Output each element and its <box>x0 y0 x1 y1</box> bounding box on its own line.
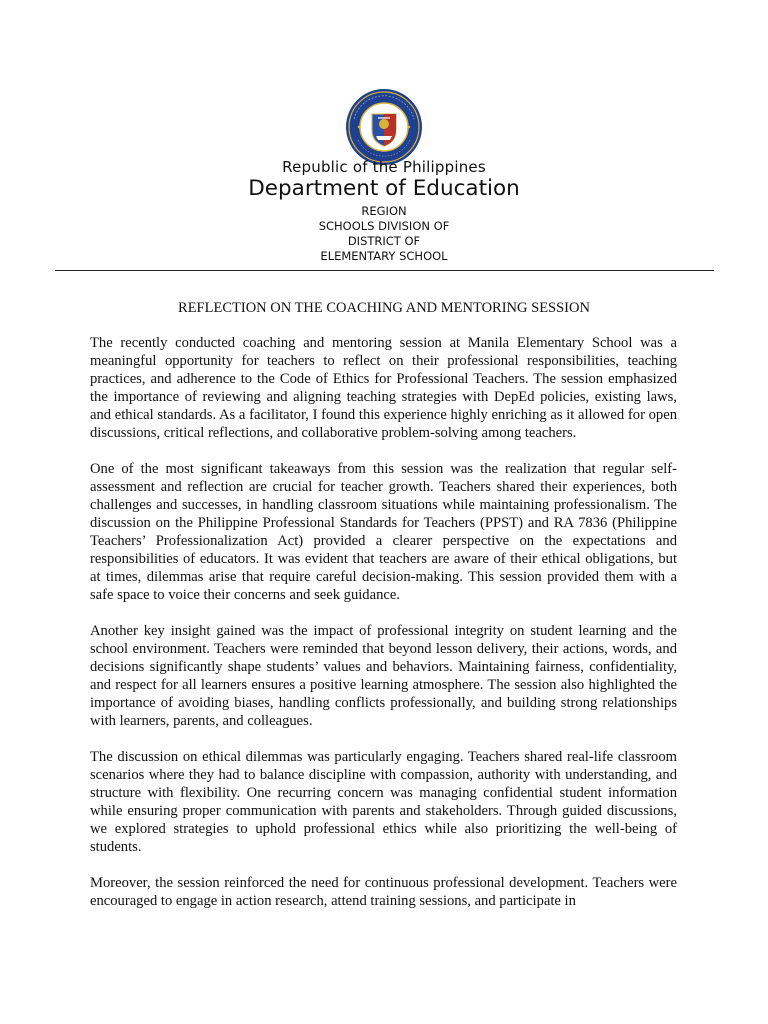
paragraph: Moreover, the session reinforced the need for continuous professional development. Teachers were encouraged to engage in action research, attend training sessions, and participate in <box>90 875 677 909</box>
paragraph: Another key insight gained was the impact of professional integrity on student learning and the school environment. Teachers were reminded that beyond lesson delivery, their actions, words, and decisions significantly shape students’ values and behaviors. Maintaining fairness, confidentiality, and respect for all learners ensures a positive learning atmosphere. The session also highlighted the importance of avoiding biases, handling conflicts professionally, and building strong relationships with learners, parents, and colleagues. <box>90 623 677 729</box>
republic-line: Republic of the Philippines <box>282 158 486 176</box>
header-divider <box>55 270 714 271</box>
document-body <box>90 334 677 928</box>
document-title: REFLECTION ON THE COACHING AND MENTORING SESSION <box>178 300 590 316</box>
paragraph: The discussion on ethical dilemmas was particularly engaging. Teachers shared real-life classroom scenarios where they had to balance discipline with compassion, authority with understanding, and structure with flexibility. One recurring concern was managing confidential student information while ensuring proper communication with parents and stakeholders. Through guided discussions, we explored strategies to uphold professional ethics while also prioritizing the well-being of students. <box>90 749 677 855</box>
district-line: DISTRICT OF <box>347 234 421 248</box>
department-name: Department of Education <box>248 176 520 201</box>
school-line: ELEMENTARY SCHOOL <box>320 249 448 263</box>
deped-seal-icon <box>345 88 423 166</box>
region-line: REGION <box>361 204 407 218</box>
paragraph: One of the most significant takeaways from this session was the realization that regular self-assessment and reflection are crucial for teacher growth. Teachers shared their experiences, both challenges and successes, in handling classroom situations while maintaining professionalism. The discussion on the Philippine Professional Standards for Teachers (PPST) and RA 7836 (Philippine Teachers’ Professionalization Act) provided a clearer perspective on the expectations and responsibilities of educators. It was evident that teachers are aware of their ethical obligations, but at times, dilemmas arise that require careful decision-making. This session provided them with a safe space to voice their concerns and seek guidance. <box>90 461 677 603</box>
division-line: SCHOOLS DIVISION OF <box>318 219 450 233</box>
paragraph: The recently conducted coaching and mentoring session at Manila Elementary School was a meaningful opportunity for teachers to reflect on their professional responsibilities, teaching practices, and adherence to the Code of Ethics for Professional Teachers. The session emphasized the importance of reviewing and aligning teaching strategies with DepEd policies, existing laws, and ethical standards. As a facilitator, I found this experience highly enriching as it allowed for open discussions, critical reflections, and collaborative problem-solving among teachers. <box>90 335 677 441</box>
